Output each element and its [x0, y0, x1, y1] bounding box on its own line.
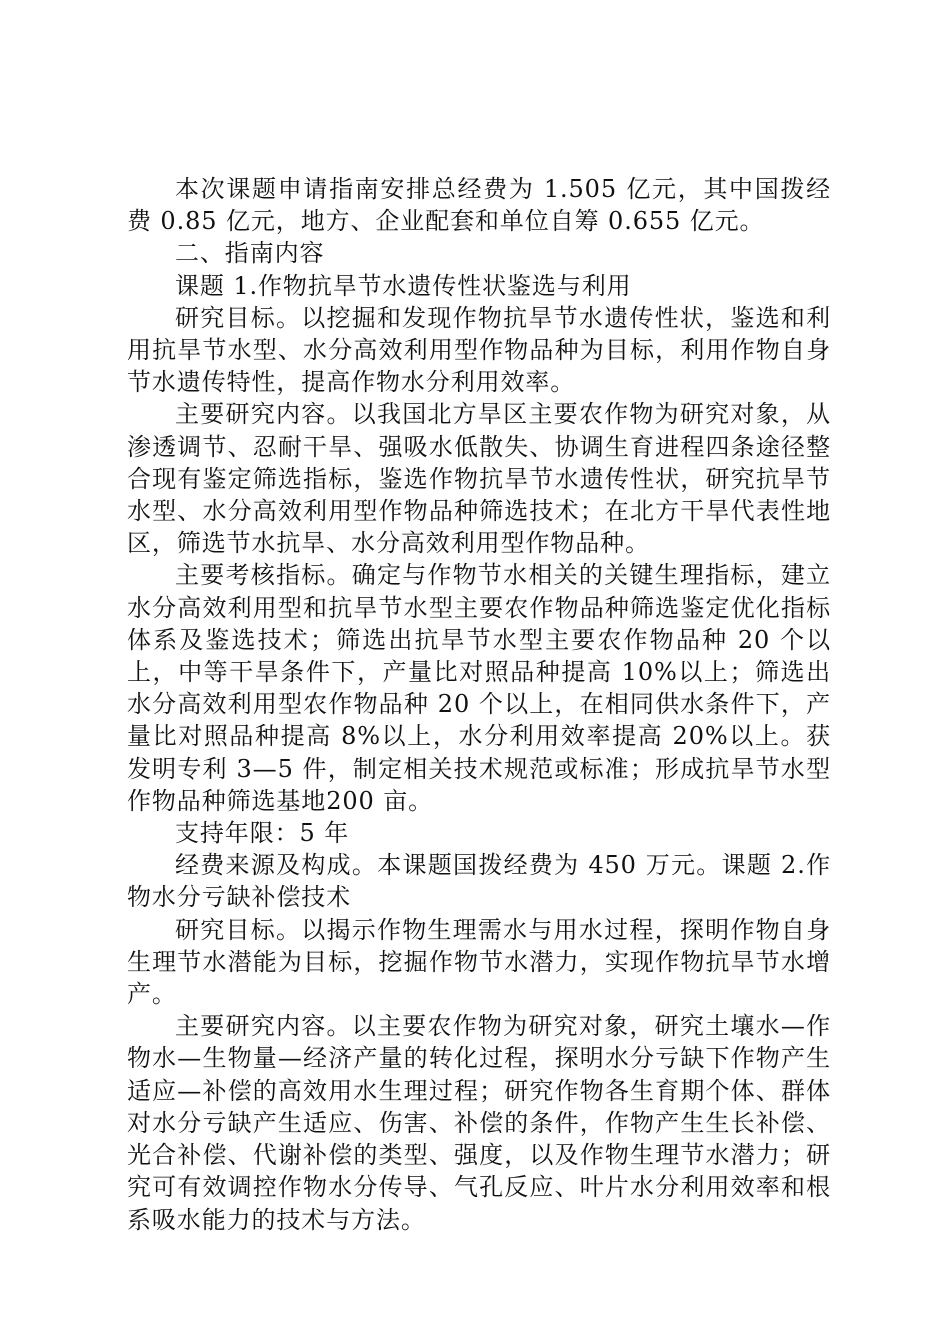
document-body: [127, 173, 831, 1236]
topic-2-research-goal: 研究目标。以揭示作物生理需水与用水过程，探明作物自身生理节水潜能为目标，挖掘作物节水潜力，实现作物抗旱节水增产。: [127, 915, 831, 1009]
section-heading-guide-content: 二、指南内容: [175, 239, 325, 268]
topic-2-main-research-content: 主要研究内容。以主要农作物为研究对象，研究土壤水—作物水—生物量—经济产量的转化过程，探明水分亏缺下作物产生适应—补偿的高效用水生理过程；研究作物各生育期个体、群体对水分亏缺产生适应、伤害、补偿的条件，作物产生生长补偿、光合补偿、代谢补偿的类型、强度，以及作物生理节水潜力；研究可有效调控作物水分传导、气孔反应、叶片水分利用效率和根系吸水能力的技术与方法。: [127, 1012, 831, 1234]
topic-1-main-research-content: 主要研究内容。以我国北方旱区主要农作物为研究对象，从渗透调节、忍耐干旱、强吸水低散失、协调生育进程四条途径整合现有鉴定筛选指标，鉴选作物抗旱节水遗传性状，研究抗旱节水型、水分高效利用型作物品种筛选技术；在北方干旱代表性地区，筛选节水抗旱、水分高效利用型作物品种。: [127, 400, 831, 558]
topic-1-funding-and-topic-2-title: 经费来源及构成。本课题国拨经费为 450 万元。课题 2.作物水分亏缺补偿技术: [127, 851, 831, 912]
topic-1-title: 课题 1.作物抗旱节水遗传性状鉴选与利用: [175, 271, 632, 300]
topic-1-assessment-indicators: 主要考核指标。确定与作物节水相关的关键生理指标，建立水分高效利用型和抗旱节水型主要农作物品种筛选鉴定优化指标体系及鉴选技术；筛选出抗旱节水型主要农作物品种 20 个以上，中等干旱条件下，产量比对照品种提高 10%以上；筛选出水分高效利用型农作物品种 20 个以上，在相同供水条件下，产量比对照品种提高 8%以上，水分利用效率提高 20%以上。获发明专利 3—5 件，制定相关技术规范或标准；形成抗旱节水型作物品种筛选基地200 亩。: [127, 561, 831, 815]
topic-1-research-goal: 研究目标。以挖掘和发现作物抗旱节水遗传性状，鉴选和利用抗旱节水型、水分高效利用型作物品种为目标，利用作物自身节水遗传特性，提高作物水分利用效率。: [127, 303, 831, 397]
topic-1-support-period: 支持年限：5 年: [175, 819, 350, 848]
budget-summary-paragraph: 本次课题申请指南安排总经费为 1.505 亿元，其中国拨经费 0.85 亿元，地方、企业配套和单位自筹 0.655 亿元。: [127, 175, 831, 236]
